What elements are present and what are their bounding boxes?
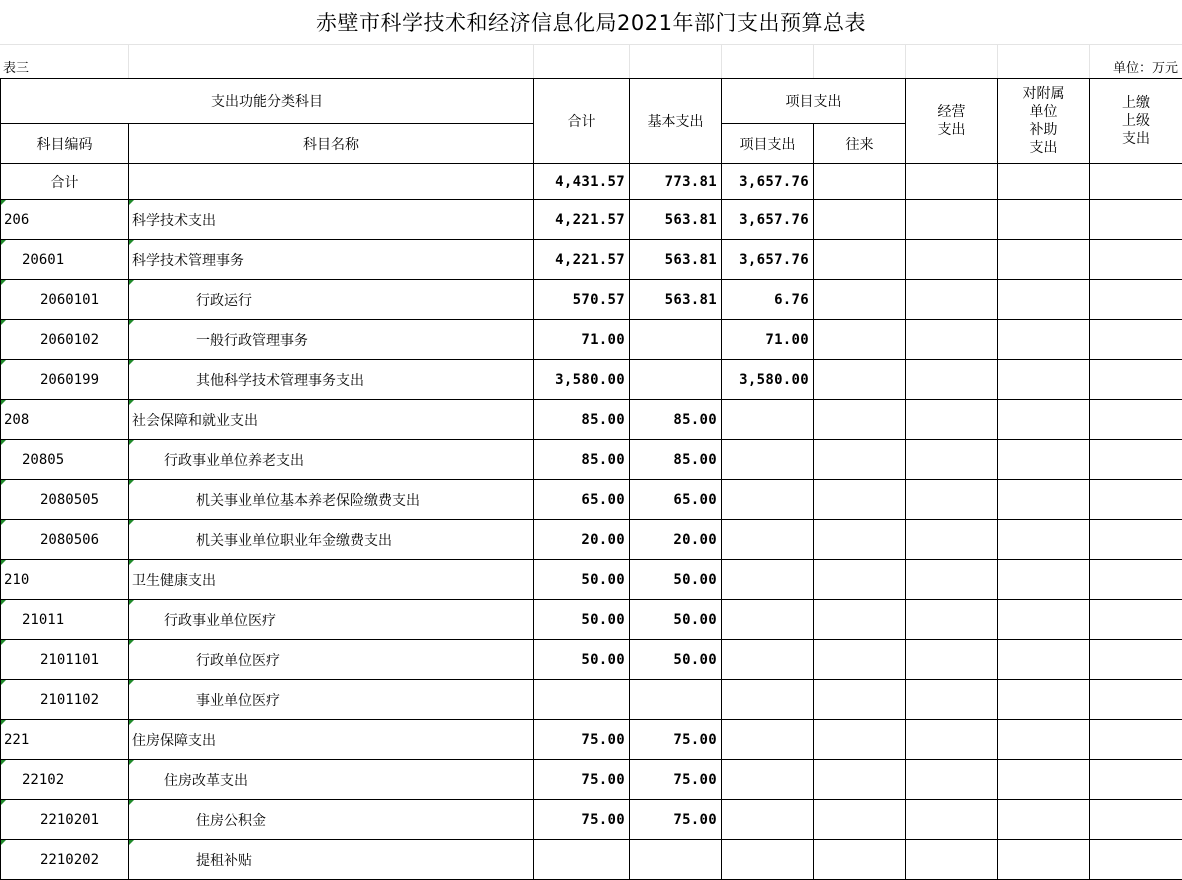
row-basic: 20.00 — [630, 520, 722, 560]
row-transfer — [814, 640, 906, 680]
row-transfer — [814, 164, 906, 200]
table-row — [1, 280, 1182, 320]
budget-table — [0, 78, 1182, 880]
row-project: 3,580.00 — [722, 360, 814, 400]
row-total: 50.00 — [534, 600, 630, 640]
row-total: 75.00 — [534, 800, 630, 840]
table-row — [1, 680, 1182, 720]
row-business — [906, 480, 998, 520]
row-upper — [1090, 480, 1182, 520]
row-name: 行政事业单位医疗 — [129, 600, 534, 640]
row-basic: 75.00 — [630, 800, 722, 840]
row-upper — [1090, 200, 1182, 240]
table-row — [1, 240, 1182, 280]
table-row — [1, 320, 1182, 360]
row-upper — [1090, 680, 1182, 720]
row-project — [722, 480, 814, 520]
row-upper — [1090, 720, 1182, 760]
page-title: 赤壁市科学技术和经济信息化局2021年部门支出预算总表 — [0, 0, 1182, 44]
row-code: 221 — [1, 720, 129, 760]
row-code: 20601 — [1, 240, 129, 280]
table-row — [1, 164, 1182, 200]
row-basic: 773.81 — [630, 164, 722, 200]
row-name: 科学技术支出 — [129, 200, 534, 240]
row-transfer — [814, 840, 906, 880]
row-code: 20805 — [1, 440, 129, 480]
row-total: 20.00 — [534, 520, 630, 560]
row-basic: 563.81 — [630, 200, 722, 240]
row-transfer — [814, 520, 906, 560]
row-project — [722, 520, 814, 560]
row-transfer — [814, 560, 906, 600]
row-upper — [1090, 400, 1182, 440]
row-project — [722, 560, 814, 600]
row-code: 2060199 — [1, 360, 129, 400]
row-subsidiary — [998, 280, 1090, 320]
row-business — [906, 164, 998, 200]
row-basic: 50.00 — [630, 560, 722, 600]
row-project — [722, 840, 814, 880]
header-function-category: 支出功能分类科目 — [1, 79, 534, 124]
row-subsidiary — [998, 640, 1090, 680]
row-subsidiary — [998, 600, 1090, 640]
sheet-gridline — [997, 44, 998, 78]
row-upper — [1090, 760, 1182, 800]
row-upper — [1090, 240, 1182, 280]
row-business — [906, 320, 998, 360]
row-business — [906, 200, 998, 240]
row-business — [906, 720, 998, 760]
row-subsidiary — [998, 560, 1090, 600]
row-project — [722, 720, 814, 760]
row-total: 75.00 — [534, 720, 630, 760]
header-name: 科目名称 — [129, 124, 534, 164]
table-row — [1, 560, 1182, 600]
table-label: 表三 — [3, 59, 29, 79]
table-row — [1, 800, 1182, 840]
row-project — [722, 440, 814, 480]
row-basic — [630, 360, 722, 400]
row-total: 85.00 — [534, 400, 630, 440]
sheet-gridline — [1089, 44, 1090, 78]
row-code: 合计 — [1, 164, 129, 200]
row-project: 3,657.76 — [722, 200, 814, 240]
sheet-gridline — [533, 44, 534, 78]
row-subsidiary — [998, 800, 1090, 840]
row-business — [906, 280, 998, 320]
row-total: 75.00 — [534, 760, 630, 800]
row-basic: 563.81 — [630, 280, 722, 320]
header-project-group: 项目支出 — [722, 79, 906, 124]
header-subsidiary — [998, 79, 1090, 164]
row-transfer — [814, 320, 906, 360]
row-subsidiary — [998, 360, 1090, 400]
row-name: 行政单位医疗 — [129, 640, 534, 680]
header-upper-text: 上缴 上级 支出 — [1090, 94, 1182, 148]
row-name: 机关事业单位基本养老保险缴费支出 — [129, 480, 534, 520]
row-total: 50.00 — [534, 640, 630, 680]
row-upper — [1090, 164, 1182, 200]
header-business — [906, 79, 998, 164]
row-code: 2080505 — [1, 480, 129, 520]
sheet-gridline — [0, 44, 1182, 45]
table-row — [1, 640, 1182, 680]
row-subsidiary — [998, 440, 1090, 480]
row-total: 570.57 — [534, 280, 630, 320]
row-upper — [1090, 800, 1182, 840]
row-basic: 563.81 — [630, 240, 722, 280]
row-business — [906, 440, 998, 480]
row-project: 3,657.76 — [722, 240, 814, 280]
row-business — [906, 800, 998, 840]
sheet-gridline — [905, 44, 906, 78]
row-name: 一般行政管理事务 — [129, 320, 534, 360]
row-code: 206 — [1, 200, 129, 240]
row-name: 住房改革支出 — [129, 760, 534, 800]
row-name: 其他科学技术管理事务支出 — [129, 360, 534, 400]
row-name: 事业单位医疗 — [129, 680, 534, 720]
row-upper — [1090, 360, 1182, 400]
table-row — [1, 600, 1182, 640]
row-project — [722, 600, 814, 640]
row-name: 行政事业单位养老支出 — [129, 440, 534, 480]
row-basic — [630, 320, 722, 360]
row-subsidiary — [998, 320, 1090, 360]
table-row — [1, 360, 1182, 400]
row-upper — [1090, 440, 1182, 480]
row-code: 2060102 — [1, 320, 129, 360]
row-upper — [1090, 560, 1182, 600]
row-total: 50.00 — [534, 560, 630, 600]
row-subsidiary — [998, 840, 1090, 880]
row-transfer — [814, 720, 906, 760]
row-name: 机关事业单位职业年金缴费支出 — [129, 520, 534, 560]
row-total: 85.00 — [534, 440, 630, 480]
row-name: 住房公积金 — [129, 800, 534, 840]
row-transfer — [814, 800, 906, 840]
row-project — [722, 640, 814, 680]
row-project — [722, 760, 814, 800]
unit-label: 单位：万元 — [1113, 59, 1178, 79]
row-upper — [1090, 280, 1182, 320]
row-project: 71.00 — [722, 320, 814, 360]
sheet-gridline — [128, 44, 129, 78]
row-total: 4,431.57 — [534, 164, 630, 200]
row-transfer — [814, 400, 906, 440]
row-business — [906, 240, 998, 280]
row-subsidiary — [998, 480, 1090, 520]
row-transfer — [814, 360, 906, 400]
table-row — [1, 400, 1182, 440]
sheet-gridline — [629, 44, 630, 78]
row-business — [906, 840, 998, 880]
row-total — [534, 680, 630, 720]
row-code: 21011 — [1, 600, 129, 640]
row-business — [906, 560, 998, 600]
header-basic: 基本支出 — [630, 79, 722, 164]
row-code: 2210202 — [1, 840, 129, 880]
row-project — [722, 680, 814, 720]
table-row — [1, 480, 1182, 520]
row-total: 4,221.57 — [534, 240, 630, 280]
header-total: 合计 — [534, 79, 630, 164]
row-basic: 85.00 — [630, 400, 722, 440]
row-name: 科学技术管理事务 — [129, 240, 534, 280]
row-name: 提租补贴 — [129, 840, 534, 880]
row-basic: 85.00 — [630, 440, 722, 480]
row-project: 3,657.76 — [722, 164, 814, 200]
row-business — [906, 520, 998, 560]
header-upper — [1090, 79, 1182, 164]
row-code: 2101102 — [1, 680, 129, 720]
row-project: 6.76 — [722, 280, 814, 320]
row-basic: 50.00 — [630, 640, 722, 680]
row-name: 卫生健康支出 — [129, 560, 534, 600]
row-transfer — [814, 240, 906, 280]
row-subsidiary — [998, 520, 1090, 560]
row-transfer — [814, 680, 906, 720]
row-name — [129, 164, 534, 200]
row-total — [534, 840, 630, 880]
row-total: 71.00 — [534, 320, 630, 360]
row-upper — [1090, 600, 1182, 640]
row-transfer — [814, 200, 906, 240]
row-code: 210 — [1, 560, 129, 600]
header-code: 科目编码 — [1, 124, 129, 164]
row-subsidiary — [998, 760, 1090, 800]
table-row — [1, 440, 1182, 480]
row-code: 22102 — [1, 760, 129, 800]
row-subsidiary — [998, 680, 1090, 720]
row-subsidiary — [998, 200, 1090, 240]
row-business — [906, 760, 998, 800]
row-subsidiary — [998, 720, 1090, 760]
row-total: 65.00 — [534, 480, 630, 520]
row-business — [906, 400, 998, 440]
row-name: 住房保障支出 — [129, 720, 534, 760]
row-subsidiary — [998, 164, 1090, 200]
row-transfer — [814, 280, 906, 320]
table-row — [1, 760, 1182, 800]
table-row — [1, 520, 1182, 560]
row-project — [722, 400, 814, 440]
row-transfer — [814, 600, 906, 640]
row-code: 2101101 — [1, 640, 129, 680]
row-project — [722, 800, 814, 840]
row-upper — [1090, 320, 1182, 360]
row-business — [906, 640, 998, 680]
row-subsidiary — [998, 240, 1090, 280]
row-name: 社会保障和就业支出 — [129, 400, 534, 440]
row-basic: 50.00 — [630, 600, 722, 640]
row-name: 行政运行 — [129, 280, 534, 320]
row-upper — [1090, 640, 1182, 680]
row-basic — [630, 680, 722, 720]
row-code: 208 — [1, 400, 129, 440]
table-row — [1, 200, 1182, 240]
row-code: 2210201 — [1, 800, 129, 840]
row-business — [906, 680, 998, 720]
row-upper — [1090, 520, 1182, 560]
sheet-gridline — [721, 44, 722, 78]
row-code: 2080506 — [1, 520, 129, 560]
row-basic: 65.00 — [630, 480, 722, 520]
row-business — [906, 360, 998, 400]
row-basic — [630, 840, 722, 880]
row-transfer — [814, 440, 906, 480]
header-transfer: 往来 — [814, 124, 906, 164]
row-basic: 75.00 — [630, 720, 722, 760]
header-project: 项目支出 — [722, 124, 814, 164]
row-total: 3,580.00 — [534, 360, 630, 400]
table-row — [1, 840, 1182, 880]
row-code: 2060101 — [1, 280, 129, 320]
sheet-gridline — [813, 44, 814, 78]
row-subsidiary — [998, 400, 1090, 440]
row-upper — [1090, 840, 1182, 880]
row-business — [906, 600, 998, 640]
row-transfer — [814, 480, 906, 520]
row-transfer — [814, 760, 906, 800]
row-basic: 75.00 — [630, 760, 722, 800]
table-row — [1, 720, 1182, 760]
header-business-text: 经营 支出 — [906, 103, 997, 139]
header-subsidiary-text: 对附属 单位 补助 支出 — [998, 85, 1089, 157]
row-total: 4,221.57 — [534, 200, 630, 240]
